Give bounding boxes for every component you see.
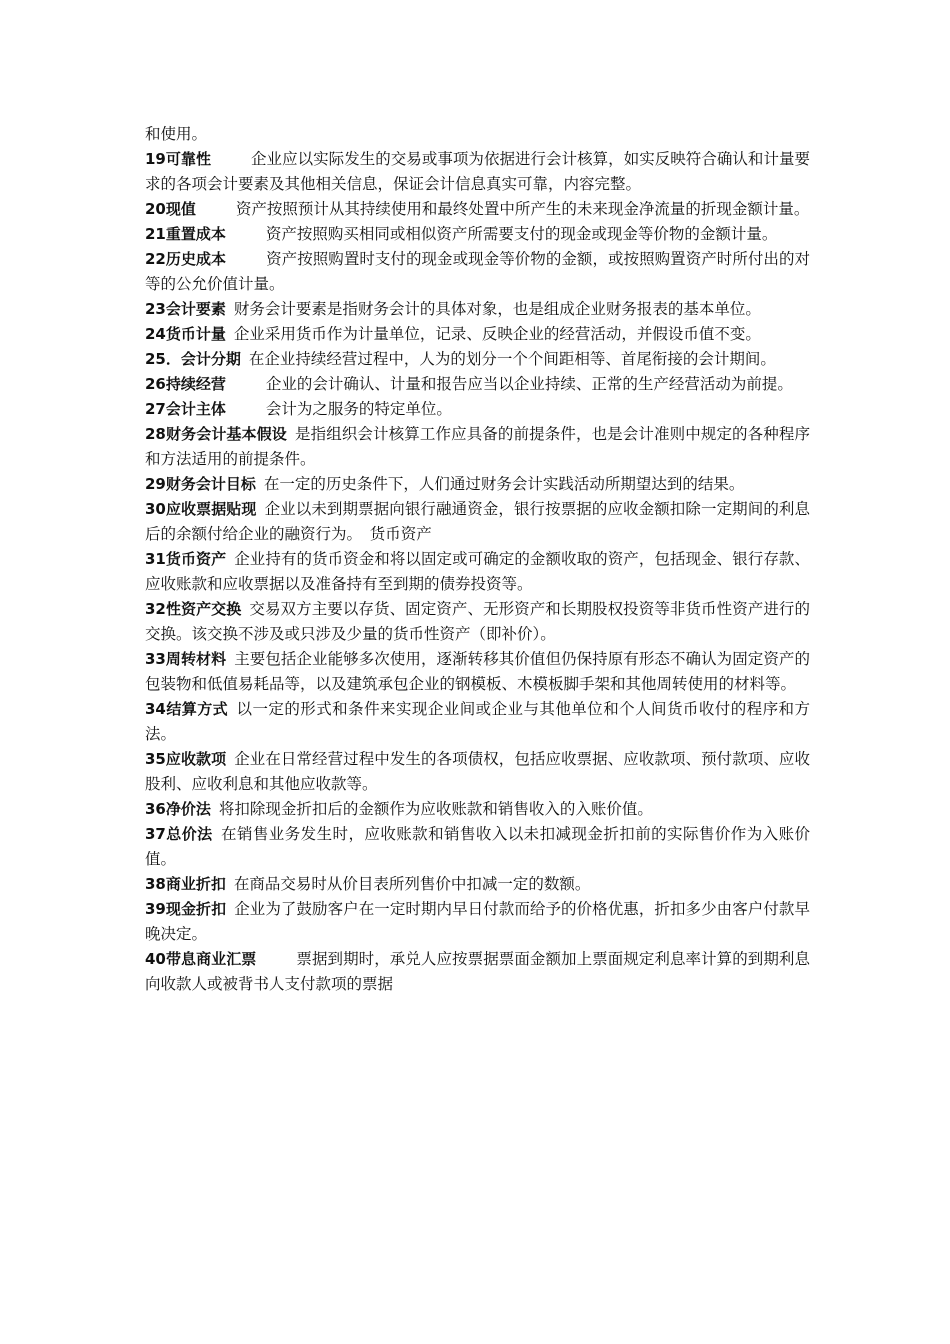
entry-term: 25．会计分期 — [145, 350, 241, 368]
entry-definition: 是指组织会计核算工作应具备的前提条件，也是会计准则中规定的各种程序和方法适用的前提条件。 — [145, 425, 810, 468]
entry-term: 27会计主体 — [145, 400, 226, 418]
entry-term: 35应收款项 — [145, 750, 227, 768]
entry-definition: 财务会计要素是指财务会计的具体对象，也是组成企业财务报表的基本单位。 — [233, 300, 761, 318]
document-page — [145, 122, 810, 997]
glossary-entry — [145, 197, 810, 222]
entry-definition: 资产按照预计从其持续使用和最终处置中所产生的未来现金净流量的折现金额计量。 — [235, 200, 810, 218]
entry-definition: 企业的会计确认、计量和报告应当以企业持续、正常的生产经营活动为前提。 — [265, 375, 793, 393]
entry-definition: 企业以未到期票据向银行融通资金，银行按票据的应收金额扣除一定期间的利息后的余额付给企业的融资行为。 货币资产 — [145, 500, 810, 543]
entry-definition: 在销售业务发生时，应收账款和销售收入以未扣减现金折扣前的实际售价作为入账价值。 — [145, 825, 810, 868]
entry-term: 21重置成本 — [145, 225, 226, 243]
entry-term: 33周转材料 — [145, 650, 227, 668]
entry-term: 23会计要素 — [145, 300, 226, 318]
glossary-entry — [145, 222, 810, 247]
entry-term: 31货币资产 — [145, 550, 227, 568]
glossary-entry — [145, 872, 810, 897]
glossary-entry — [145, 547, 810, 597]
glossary-entry — [145, 297, 810, 322]
entry-term: 22历史成本 — [145, 250, 227, 268]
entry-definition: 企业为了鼓励客户在一定时期内早日付款而给予的价格优惠，折扣多少由客户付款早晚决定。 — [145, 900, 810, 943]
entry-term: 39现金折扣 — [145, 900, 227, 918]
entry-definition: 交易双方主要以存货、固定资产、无形资产和长期股权投资等非货币性资产进行的交换。该交换不涉及或只涉及少量的货币性资产（即补价）。 — [145, 600, 810, 643]
entry-definition: 企业应以实际发生的交易或事项为依据进行会计核算，如实反映符合确认和计量要求的各项会计要素及其他相关信息，保证会计信息真实可靠，内容完整。 — [145, 150, 811, 193]
entry-definition: 将扣除现金折扣后的金额作为应收账款和销售收入的入账价值。 — [218, 800, 653, 818]
glossary-list — [145, 147, 810, 997]
entry-term: 30应收票据贴现 — [145, 500, 257, 518]
entry-definition: 会计为之服务的特定单位。 — [265, 400, 452, 418]
glossary-entry — [145, 322, 810, 347]
glossary-entry — [145, 897, 810, 947]
entry-definition: 主要包括企业能够多次使用，逐渐转移其价值但仍保持原有形态不确认为固定资产的包装物和低值易耗品等，以及建筑承包企业的钢模板、木模板脚手架和其他周转使用的材料等。 — [145, 650, 810, 693]
glossary-entry — [145, 147, 810, 197]
glossary-entry — [145, 472, 810, 497]
entry-definition: 资产按照购置时支付的现金或现金等价物的金额，或按照购置资产时所付出的对等的公允价值计量。 — [145, 250, 810, 293]
entry-term: 37总价法 — [145, 825, 213, 843]
glossary-entry — [145, 822, 810, 872]
glossary-entry — [145, 397, 810, 422]
entry-definition: 资产按照购买相同或相似资产所需要支付的现金或现金等价物的金额计量。 — [265, 225, 778, 243]
entry-term: 28财务会计基本假设 — [145, 425, 287, 443]
glossary-entry — [145, 247, 810, 297]
glossary-entry — [145, 797, 810, 822]
glossary-entry — [145, 422, 810, 472]
entry-definition: 在一定的历史条件下，人们通过财务会计实践活动所期望达到的结果。 — [263, 475, 745, 493]
glossary-entry — [145, 947, 810, 997]
entry-term: 24货币计量 — [145, 325, 226, 343]
entry-definition: 企业在日常经营过程中发生的各项债权，包括应收票据、应收款项、预付款项、应收股利、应收利息和其他应收款等。 — [145, 750, 810, 793]
entry-definition: 在企业持续经营过程中，人为的划分一个个间距相等、首尾衔接的会计期间。 — [248, 350, 776, 368]
glossary-entry — [145, 497, 810, 547]
glossary-entry — [145, 697, 810, 747]
entry-term: 29财务会计目标 — [145, 475, 256, 493]
entry-term: 34结算方式 — [145, 700, 229, 718]
glossary-entry — [145, 597, 810, 647]
intro-text: 和使用。 — [145, 125, 208, 143]
entry-term: 19可靠性 — [145, 150, 211, 168]
entry-term: 36净价法 — [145, 800, 211, 818]
glossary-entry — [145, 347, 810, 372]
entry-definition: 在商品交易时从价目表所列售价中扣减一定的数额。 — [233, 875, 591, 893]
entry-term: 32性资产交换 — [145, 600, 242, 618]
entry-definition: 以一定的形式和条件来实现企业间或企业与其他单位和个人间货币收付的程序和方法。 — [145, 700, 810, 743]
glossary-entry — [145, 647, 810, 697]
glossary-entry — [145, 372, 810, 397]
entry-definition: 企业持有的货币资金和将以固定或可确定的金额收取的资产，包括现金、银行存款、应收账款和应收票据以及准备持有至到期的债券投资等。 — [145, 550, 810, 593]
entry-definition: 票据到期时，承兑人应按票据票面金额加上票面规定利息率计算的到期利息向收款人或被背书人支付款项的票据 — [145, 950, 810, 993]
entry-term: 38商业折扣 — [145, 875, 226, 893]
entry-term: 20现值 — [145, 200, 196, 218]
entry-term: 26持续经营 — [145, 375, 226, 393]
entry-term: 40带息商业汇票 — [145, 950, 257, 968]
glossary-entry — [145, 747, 810, 797]
entry-definition: 企业采用货币作为计量单位，记录、反映企业的经营活动，并假设币值不变。 — [233, 325, 761, 343]
